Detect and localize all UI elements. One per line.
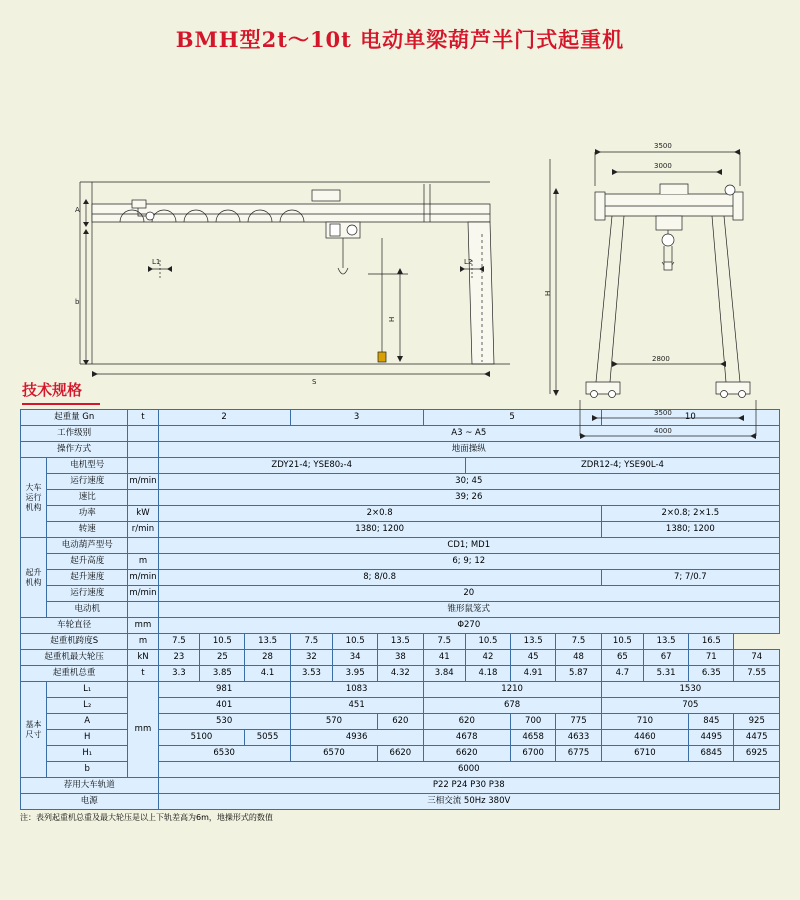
cell-lift-height: 6; 9; 12 [158, 554, 779, 570]
cell-H-5: 4633 [556, 730, 601, 746]
row-unit-rpm: r/min [128, 522, 158, 538]
table-row [21, 586, 780, 602]
dim-label-L2: L2 [464, 258, 473, 266]
row-unit-max-wheel-load: kN [128, 650, 158, 666]
cell-H-7: 4495 [689, 730, 734, 746]
dim-label-L1: L1 [152, 258, 161, 266]
dim-label-H-right: H [544, 290, 552, 296]
cell-L2-2: 678 [423, 698, 601, 714]
row-label-H: H [47, 730, 128, 746]
row-label-rail: 荐用大车轨道 [21, 778, 159, 794]
cell-H1-6: 6710 [601, 746, 688, 762]
cell-L2-3: 705 [601, 698, 779, 714]
cell-capacity-2: 2 [158, 410, 290, 426]
cell-A-5: 775 [556, 714, 601, 730]
cell-H-8: 4475 [734, 730, 780, 746]
table-row [21, 458, 780, 474]
row-unit-power: kW [128, 506, 158, 522]
table-row [21, 442, 780, 458]
cell-wheelload-11: 67 [644, 650, 689, 666]
cell-wheelload-5: 38 [378, 650, 423, 666]
cell-ratio: 39; 26 [158, 490, 779, 506]
cell-H1-3: 6620 [423, 746, 510, 762]
cell-span-7: 10.5 [465, 634, 510, 650]
row-label-travel-speed: 运行速度 [47, 474, 128, 490]
cell-H-3: 4678 [423, 730, 510, 746]
row-unit-operation-type [128, 442, 158, 458]
cell-weight-3: 3.53 [290, 666, 332, 682]
cell-span-5: 13.5 [378, 634, 423, 650]
cell-H1-2: 6620 [378, 746, 423, 762]
row-label-power-supply: 电源 [21, 794, 159, 810]
row-label-max-wheel-load: 起重机最大轮压 [21, 650, 128, 666]
cell-H1-4: 6700 [510, 746, 555, 762]
row-unit-hoist-model [128, 538, 158, 554]
cell-L1-1: 1083 [290, 682, 423, 698]
cell-wheelload-8: 45 [510, 650, 555, 666]
cell-wheel-diameter: Φ270 [158, 618, 779, 634]
cell-wheelload-1: 25 [200, 650, 245, 666]
table-row [21, 650, 780, 666]
cell-H-6: 4460 [601, 730, 688, 746]
group-label-dimensions: 基本尺寸 [21, 682, 47, 778]
row-label-b: b [47, 762, 128, 778]
row-unit-total-weight: t [128, 666, 158, 682]
cell-weight-7: 4.18 [465, 666, 510, 682]
cell-hoist-travel-speed: 20 [158, 586, 779, 602]
cell-span-3: 7.5 [290, 634, 332, 650]
table-row [21, 618, 780, 634]
cell-wheelload-0: 23 [158, 650, 200, 666]
cell-H-1: 5055 [245, 730, 290, 746]
cell-rpm-b: 1380; 1200 [601, 522, 779, 538]
cell-motor-model-a: ZDY21-4; YSE80₂-4 [158, 458, 465, 474]
cell-A-3: 620 [423, 714, 510, 730]
cell-motor-model-b: ZDR12-4; YSE90L-4 [465, 458, 779, 474]
cell-weight-8: 4.91 [510, 666, 555, 682]
cell-A-6: 710 [601, 714, 688, 730]
table-row [21, 778, 780, 794]
spec-heading: 技术规格 [22, 382, 83, 399]
row-unit-motor-model [128, 458, 158, 474]
cell-A-4: 700 [510, 714, 555, 730]
page-title: BMH型2t～10t 电动单梁葫芦半门式起重机 [175, 27, 625, 52]
cell-wheelload-10: 65 [601, 650, 643, 666]
cell-span-2: 13.5 [245, 634, 290, 650]
cell-span-12: 16.5 [689, 634, 734, 650]
row-unit-travel-speed: m/min [128, 474, 158, 490]
row-label-electric-motor: 电动机 [47, 602, 128, 618]
table-row [21, 570, 780, 586]
cell-H-0: 5100 [158, 730, 245, 746]
cell-wheelload-4: 34 [333, 650, 378, 666]
cell-span-8: 13.5 [510, 634, 555, 650]
cell-weight-11: 5.31 [644, 666, 689, 682]
cell-L1-0: 981 [158, 682, 290, 698]
row-label-lift-height: 起升高度 [47, 554, 128, 570]
cell-span-11: 13.5 [644, 634, 689, 650]
cell-lift-speed-a: 8; 8/0.8 [158, 570, 601, 586]
dim-label-2800: 2800 [652, 355, 670, 363]
cell-rpm-a: 1380; 1200 [158, 522, 601, 538]
specification-table [20, 409, 780, 810]
cell-H1-7: 6845 [689, 746, 734, 762]
row-unit-lift-speed: m/min [128, 570, 158, 586]
cell-A-7: 845 [689, 714, 734, 730]
cell-wheelload-7: 42 [465, 650, 510, 666]
cell-b-0: 6000 [158, 762, 779, 778]
spec-heading-underline [22, 403, 100, 405]
cell-span-10: 10.5 [601, 634, 643, 650]
cell-A-0: 530 [158, 714, 290, 730]
cell-lift-speed-b: 7; 7/0.7 [601, 570, 779, 586]
cell-weight-13: 7.55 [734, 666, 780, 682]
table-row [21, 554, 780, 570]
row-label-lift-speed: 起升速度 [47, 570, 128, 586]
table-row [21, 474, 780, 490]
cell-span-6: 7.5 [423, 634, 465, 650]
row-label-H1: H₁ [47, 746, 128, 762]
table-row [21, 602, 780, 618]
dim-label-3500-top: 3500 [654, 142, 672, 150]
cell-electric-motor: 锥形鼠笼式 [158, 602, 779, 618]
row-label-work-class: 工作级别 [21, 426, 128, 442]
cell-H-4: 4658 [510, 730, 555, 746]
cell-span-4: 10.5 [333, 634, 378, 650]
row-label-operation-type: 操作方式 [21, 442, 128, 458]
table-row [21, 634, 780, 650]
table-row [21, 490, 780, 506]
cell-capacity-10: 10 [601, 410, 779, 426]
dim-label-S: S [312, 378, 317, 386]
cell-power-supply: 三相交流 50Hz 380V [158, 794, 779, 810]
cell-weight-5: 4.32 [378, 666, 423, 682]
row-label-motor-model: 电机型号 [47, 458, 128, 474]
cell-A-1: 570 [290, 714, 377, 730]
cell-wheelload-3: 32 [290, 650, 332, 666]
cell-work-class: A3 ~ A5 [158, 426, 779, 442]
dim-label-3000: 3000 [654, 162, 672, 170]
cell-wheelload-6: 41 [423, 650, 465, 666]
cell-span-9: 7.5 [556, 634, 601, 650]
group-label-hoist: 起升机构 [21, 538, 47, 618]
cell-H1-1: 6570 [290, 746, 377, 762]
row-unit-hoist-travel-speed: m/min [128, 586, 158, 602]
row-unit-span: m [128, 634, 158, 650]
dim-label-4000: 4000 [654, 427, 672, 435]
cell-span-0: 7.5 [158, 634, 200, 650]
cell-power-b: 2×0.8; 2×1.5 [601, 506, 779, 522]
row-label-power: 功率 [47, 506, 128, 522]
row-label-total-weight: 起重机总重 [21, 666, 128, 682]
cell-wheelload-2: 28 [245, 650, 290, 666]
row-label-L2: L₂ [47, 698, 128, 714]
row-label-ratio: 速比 [47, 490, 128, 506]
row-unit-wheel-diameter: mm [128, 618, 158, 634]
row-unit-dimensions: mm [128, 682, 158, 778]
cell-weight-10: 4.7 [601, 666, 643, 682]
row-unit-work-class [128, 426, 158, 442]
table-row [21, 522, 780, 538]
cell-weight-6: 3.84 [423, 666, 465, 682]
group-label-travel: 大车运行机构 [21, 458, 47, 538]
table-row [21, 666, 780, 682]
cell-span-1: 10.5 [200, 634, 245, 650]
row-unit-ratio [128, 490, 158, 506]
cell-H1-5: 6775 [556, 746, 601, 762]
cell-capacity-5: 5 [423, 410, 601, 426]
row-unit-electric-motor [128, 602, 158, 618]
row-label-span: 起重机跨度S [21, 634, 128, 650]
row-unit-capacity: t [128, 410, 158, 426]
cell-capacity-3: 3 [290, 410, 423, 426]
table-row [21, 682, 780, 698]
cell-power-a: 2×0.8 [158, 506, 601, 522]
cell-weight-0: 3.3 [158, 666, 200, 682]
cell-rail: P22 P24 P30 P38 [158, 778, 779, 794]
cell-L2-0: 401 [158, 698, 290, 714]
table-row [21, 538, 780, 554]
cell-A-2: 620 [378, 714, 423, 730]
cell-weight-4: 3.95 [333, 666, 378, 682]
cell-A-8: 925 [734, 714, 780, 730]
dim-label-H-left: H [388, 316, 396, 322]
row-label-hoist-travel-speed: 运行速度 [47, 586, 128, 602]
row-label-capacity: 起重量 Gn [21, 410, 128, 426]
dim-label-3500-bottom: 3500 [654, 409, 672, 417]
cell-L2-1: 451 [290, 698, 423, 714]
row-label-L1: L₁ [47, 682, 128, 698]
cell-L1-2: 1210 [423, 682, 601, 698]
table-row [21, 506, 780, 522]
row-label-rpm: 转速 [47, 522, 128, 538]
dim-label-b: b [75, 298, 80, 306]
row-label-wheel-diameter: 车轮直径 [21, 618, 128, 634]
cell-H1-0: 6530 [158, 746, 290, 762]
table-note: 注：表列起重机总重及最大轮压是以上下轨差高为6m，地操形式的数值 [20, 813, 273, 822]
cell-wheelload-9: 48 [556, 650, 601, 666]
cell-weight-9: 5.87 [556, 666, 601, 682]
cell-operation-type: 地面操纵 [158, 442, 779, 458]
cell-travel-speed: 30; 45 [158, 474, 779, 490]
cell-hoist-model: CD1; MD1 [158, 538, 779, 554]
row-label-hoist-model: 电动葫芦型号 [47, 538, 128, 554]
table-row [21, 794, 780, 810]
cell-weight-2: 4.1 [245, 666, 290, 682]
cell-wheelload-12: 71 [689, 650, 734, 666]
cell-H-2: 4936 [290, 730, 423, 746]
row-label-A: A [47, 714, 128, 730]
cell-wheelload-13: 74 [734, 650, 780, 666]
cell-L1-3: 1530 [601, 682, 779, 698]
cell-weight-12: 6.35 [689, 666, 734, 682]
cell-weight-1: 3.85 [200, 666, 245, 682]
row-unit-lift-height: m [128, 554, 158, 570]
cell-H1-8: 6925 [734, 746, 780, 762]
dim-label-A: A [75, 206, 80, 214]
